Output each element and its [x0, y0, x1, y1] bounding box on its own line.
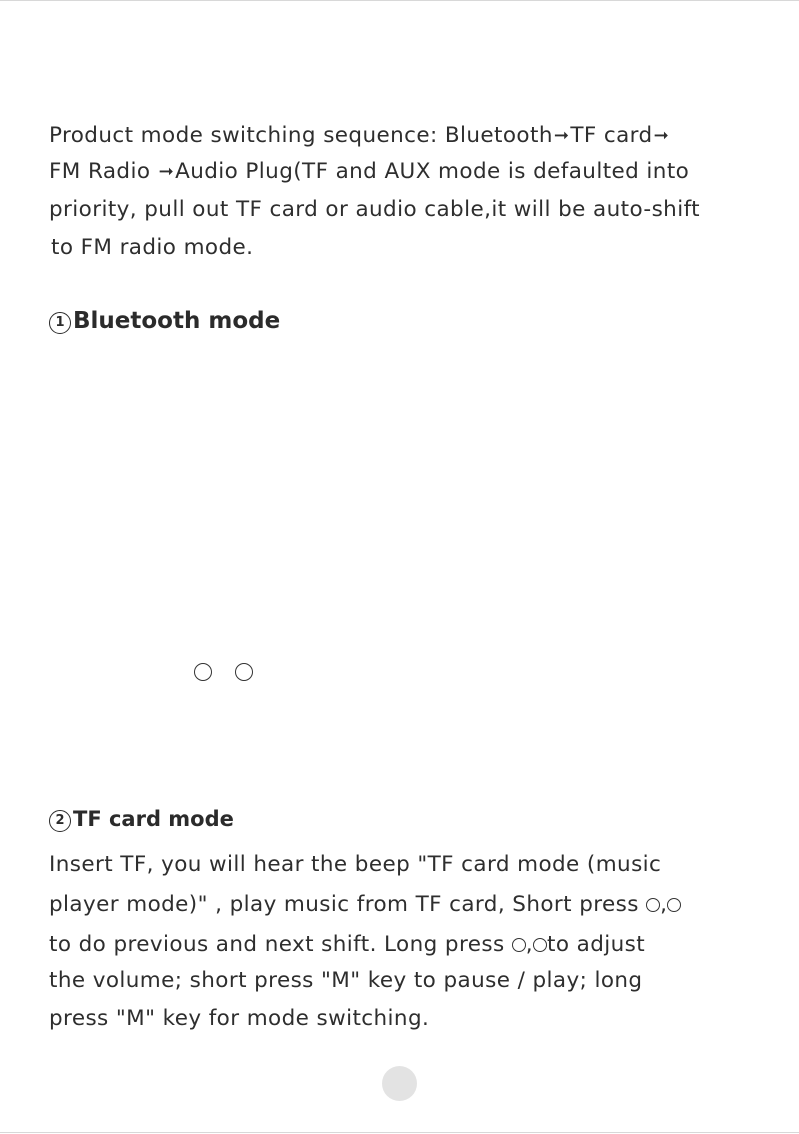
- tfcard-line-3: [49, 932, 645, 957]
- intro-line-3: priority, pull out TF card or audio cable,it will be auto-shift: [49, 197, 700, 222]
- circle-icon: [512, 938, 526, 952]
- circle-icon: [646, 898, 660, 912]
- intro-text: TF card: [570, 123, 653, 148]
- arrow-right-icon: ➞: [158, 161, 175, 182]
- intro-line-4: to FM radio mode.: [51, 235, 254, 260]
- intro-text: Product mode switching sequence: Bluetooth: [49, 123, 553, 148]
- page-indicator-dot: [382, 1066, 417, 1101]
- circle-icon: [667, 898, 681, 912]
- arrow-right-icon: ➞: [653, 125, 670, 146]
- tfcard-line-5: press "M" key for mode switching.: [49, 1006, 430, 1031]
- tfcard-text: to adjust: [547, 932, 646, 957]
- tfcard-line-1: Insert TF, you will hear the beep "TF card mode (music: [49, 852, 662, 877]
- tfcard-line-2: [49, 892, 681, 917]
- number-circle-icon: 2: [49, 810, 71, 832]
- top-border: [0, 0, 799, 1]
- tfcard-title: TF card mode: [73, 807, 234, 831]
- tfcard-text: to do previous and next shift. Long press: [49, 932, 512, 957]
- intro-text: FM Radio: [49, 159, 158, 184]
- intro-text: Audio Plug(TF and AUX mode is defaulted into: [175, 159, 690, 184]
- tfcard-heading: [49, 807, 234, 832]
- intro-line-1: [49, 123, 670, 148]
- intro-line-2: [49, 159, 689, 184]
- circle-icon: [533, 938, 547, 952]
- tfcard-text: player mode)" , play music from TF card, Short press: [49, 892, 647, 917]
- number-circle-icon: 1: [49, 312, 71, 334]
- arrow-right-icon: ➞: [553, 125, 570, 146]
- bluetooth-title: Bluetooth mode: [73, 308, 281, 334]
- circle-icon: [194, 663, 212, 681]
- bluetooth-heading: [49, 308, 280, 334]
- separator: ,: [660, 892, 668, 917]
- tfcard-line-4: the volume; short press "M" key to pause / play; long: [49, 968, 643, 993]
- bottom-border: [0, 1132, 799, 1133]
- separator: ,: [525, 932, 534, 957]
- circle-icon: [235, 663, 253, 681]
